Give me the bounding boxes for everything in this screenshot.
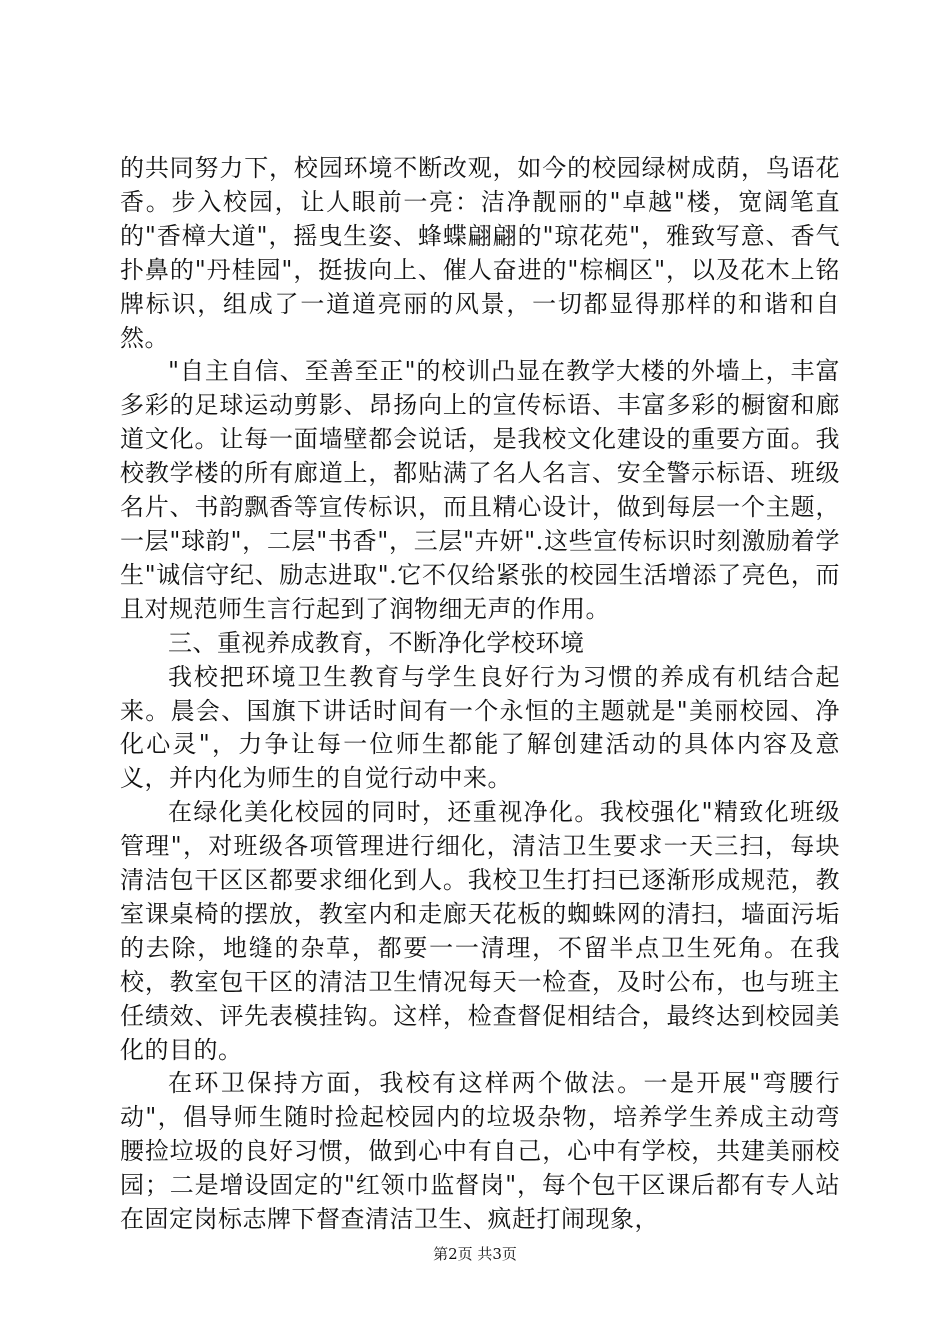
document-body [120,152,840,1237]
paragraph-1: 的共同努力下，校园环境不断改观，如今的校园绿树成荫，鸟语花香。步入校园，让人眼前一亮：洁净靓丽的"卓越"楼，宽阔笔直的"香樟大道"，摇曳生姿、蜂蝶翩翩的"琼花苑"，雅致写意、香气扑鼻的"丹桂园"，挺拔向上、催人奋进的"棕榈区"，以及花木上铭牌标识，组成了一道道亮丽的风景，一切都显得那样的和谐和自然。 [120,154,840,352]
section-heading: 三、重视养成教育，不断净化学校环境 [168,628,585,657]
paragraph-5: 在环卫保持方面，我校有这样两个做法。一是开展"弯腰行动"，倡导师生随时捡起校园内的垃圾杂物，培养学生养成主动弯腰捡垃圾的良好习惯，做到心中有自己，心中有学校，共建美丽校园；二是增设固定的"红领巾监督岗"，每个包干区课后都有专人站在固定岗标志牌下督查清洁卫生、疯赶打闹现象， [120,1069,840,1234]
paragraph-3: 我校把环境卫生教育与学生良好行为习惯的养成有机结合起来。晨会、国旗下讲话时间有一个永恒的主题就是"美丽校园、净化心灵"，力争让每一位师生都能了解创建活动的具体内容及意义，并内化为师生的自觉行动中来。 [120,662,840,793]
paragraph-4: 在绿化美化校园的同时，还重视净化。我校强化"精致化班级管理"，对班级各项管理进行细化，清洁卫生要求一天三扫，每块清洁包干区区都要求细化到人。我校卫生打扫已逐渐形成规范，教室课桌椅的摆放，教室内和走廊天花板的蜘蛛网的清扫，墙面污垢的去除，地缝的杂草，都要一一清理，不留半点卫生死角。在我校，教室包干区的清洁卫生情况每天一检查，及时公布，也与班主任绩效、评先表模挂钩。这样，检查督促相结合，最终达到校园美化的目的。 [120,798,840,1064]
page-footer: 第2页 共3页 [433,1245,517,1263]
paragraph-2: "自主自信、至善至正"的校训凸显在教学大楼的外墙上，丰富多彩的足球运动剪影、昂扬向上的宣传标语、丰富多彩的橱窗和廊道文化。让每一面墙壁都会说话，是我校文化建设的重要方面。我校教学楼的所有廊道上，都贴满了名人名言、安全警示标语、班级名片、书韵飘香等宣传标识，而且精心设计，做到每层一个主题，一层"球韵"，二层"书香"，三层"卉妍".这些宣传标识时刻激励着学生"诚信守纪、励志进取".它不仅给紧张的校园生活增添了亮色，而且对规范师生言行起到了润物细无声的作用。 [120,357,840,623]
